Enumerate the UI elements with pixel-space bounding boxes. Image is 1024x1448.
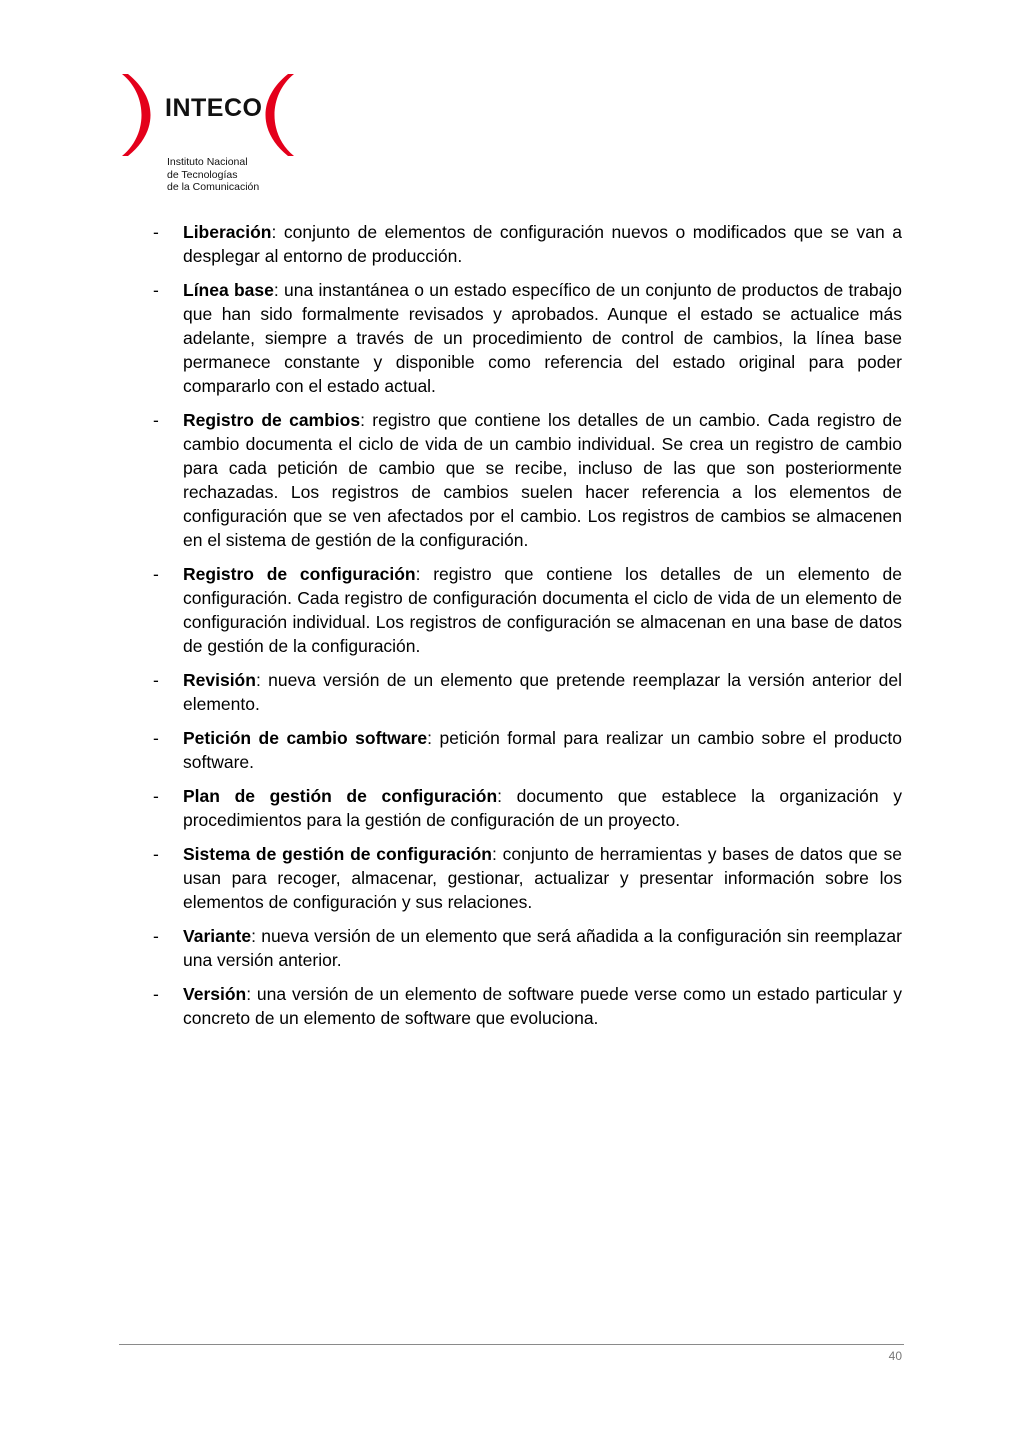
list-bullet: - [153, 926, 159, 946]
list-item [153, 982, 902, 1030]
definition: : documento que establece la organización y procedimientos para la gestión de configuración de un proyecto. [183, 786, 902, 830]
definition: : conjunto de herramientas y bases de datos que se usan para recoger, almacenar, gestionar, actualizar y presentar información sobre los elementos de configuración y sus relaciones. [183, 844, 902, 912]
definition: : petición formal para realizar un cambio sobre el producto software. [183, 728, 903, 772]
list-bullet: - [153, 984, 159, 1004]
list-item [153, 726, 902, 774]
list-bullet: - [153, 844, 159, 864]
definition: : registro que contiene los detalles de un cambio. Cada registro de cambio documenta el ciclo de vida de un cambio individual. Se crea un registro de cambio para cada petición de cambio que se recibe, incluso de las que son posteriormente rechazadas. Los registros de cambios suelen hacer referencia a los elementos de configuración que se ven afectados por el cambio. Los registros de cambios se almacenen en el sistema de gestión de la configuración. [183, 410, 902, 550]
list-bullet: - [153, 564, 159, 584]
list-bullet: - [153, 786, 159, 806]
list-item [153, 842, 902, 914]
definitions-list [153, 220, 902, 1040]
term: Plan de gestión de configuración [183, 786, 498, 806]
logo-wordmark: INTECO [165, 94, 263, 122]
list-item [153, 220, 902, 268]
list-bullet: - [153, 410, 159, 430]
org-line: de Tecnologías [167, 168, 238, 181]
term: Versión [183, 984, 247, 1004]
org-line: Instituto Nacional [167, 156, 248, 168]
term: Petición de cambio software [183, 728, 428, 748]
list-item [153, 668, 902, 716]
definition: : nueva versión de un elemento que será añadida a la configuración sin reemplazar una versión anterior. [183, 926, 902, 970]
term: Liberación [183, 222, 272, 242]
list-item [153, 562, 902, 658]
definition: : registro que contiene los detalles de un elemento de configuración. Cada registro de configuración documenta el ciclo de vida de un elemento de configuración individual. Los registros de configuración se almacenan en una base de datos de gestión de la configuración. [183, 564, 902, 656]
page-number: 40 [888, 1349, 902, 1363]
list-bullet: - [153, 222, 159, 242]
list-item [153, 278, 902, 398]
term: Sistema de gestión de configuración [183, 844, 492, 864]
term: Registro de configuración [183, 564, 416, 584]
inteco-logo [118, 70, 318, 200]
definition: : una versión de un elemento de software puede verse como un estado particular y concreto de un elemento de software que evoluciona. [183, 984, 902, 1028]
list-bullet: - [153, 280, 159, 300]
list-bullet: - [153, 728, 159, 748]
definition: : conjunto de elementos de configuración nuevos o modificados que se van a desplegar al entorno de producción. [183, 222, 902, 266]
organization-name [167, 156, 259, 194]
term: Revisión [183, 670, 256, 690]
list-bullet: - [153, 670, 159, 690]
list-item [153, 408, 902, 552]
term: Registro de cambios [183, 410, 361, 430]
definition: : una instantánea o un estado específico de un conjunto de productos de trabajo que han sido formalmente revisados y aprobados. Aunque el estado se actualice más adelante, siempre a través de un procedimiento de control de cambios, la línea base permanece constante y disponible como referencia del estado original para poder compararlo con el estado actual. [183, 280, 902, 396]
footer-divider [119, 1344, 904, 1345]
list-item [153, 924, 902, 972]
term: Variante [183, 926, 252, 946]
list-item [153, 784, 902, 832]
term: Línea base [183, 280, 274, 300]
org-line: de la Comunicación [167, 181, 260, 193]
definition: : nueva versión de un elemento que pretende reemplazar la versión anterior del elemento. [183, 670, 902, 714]
